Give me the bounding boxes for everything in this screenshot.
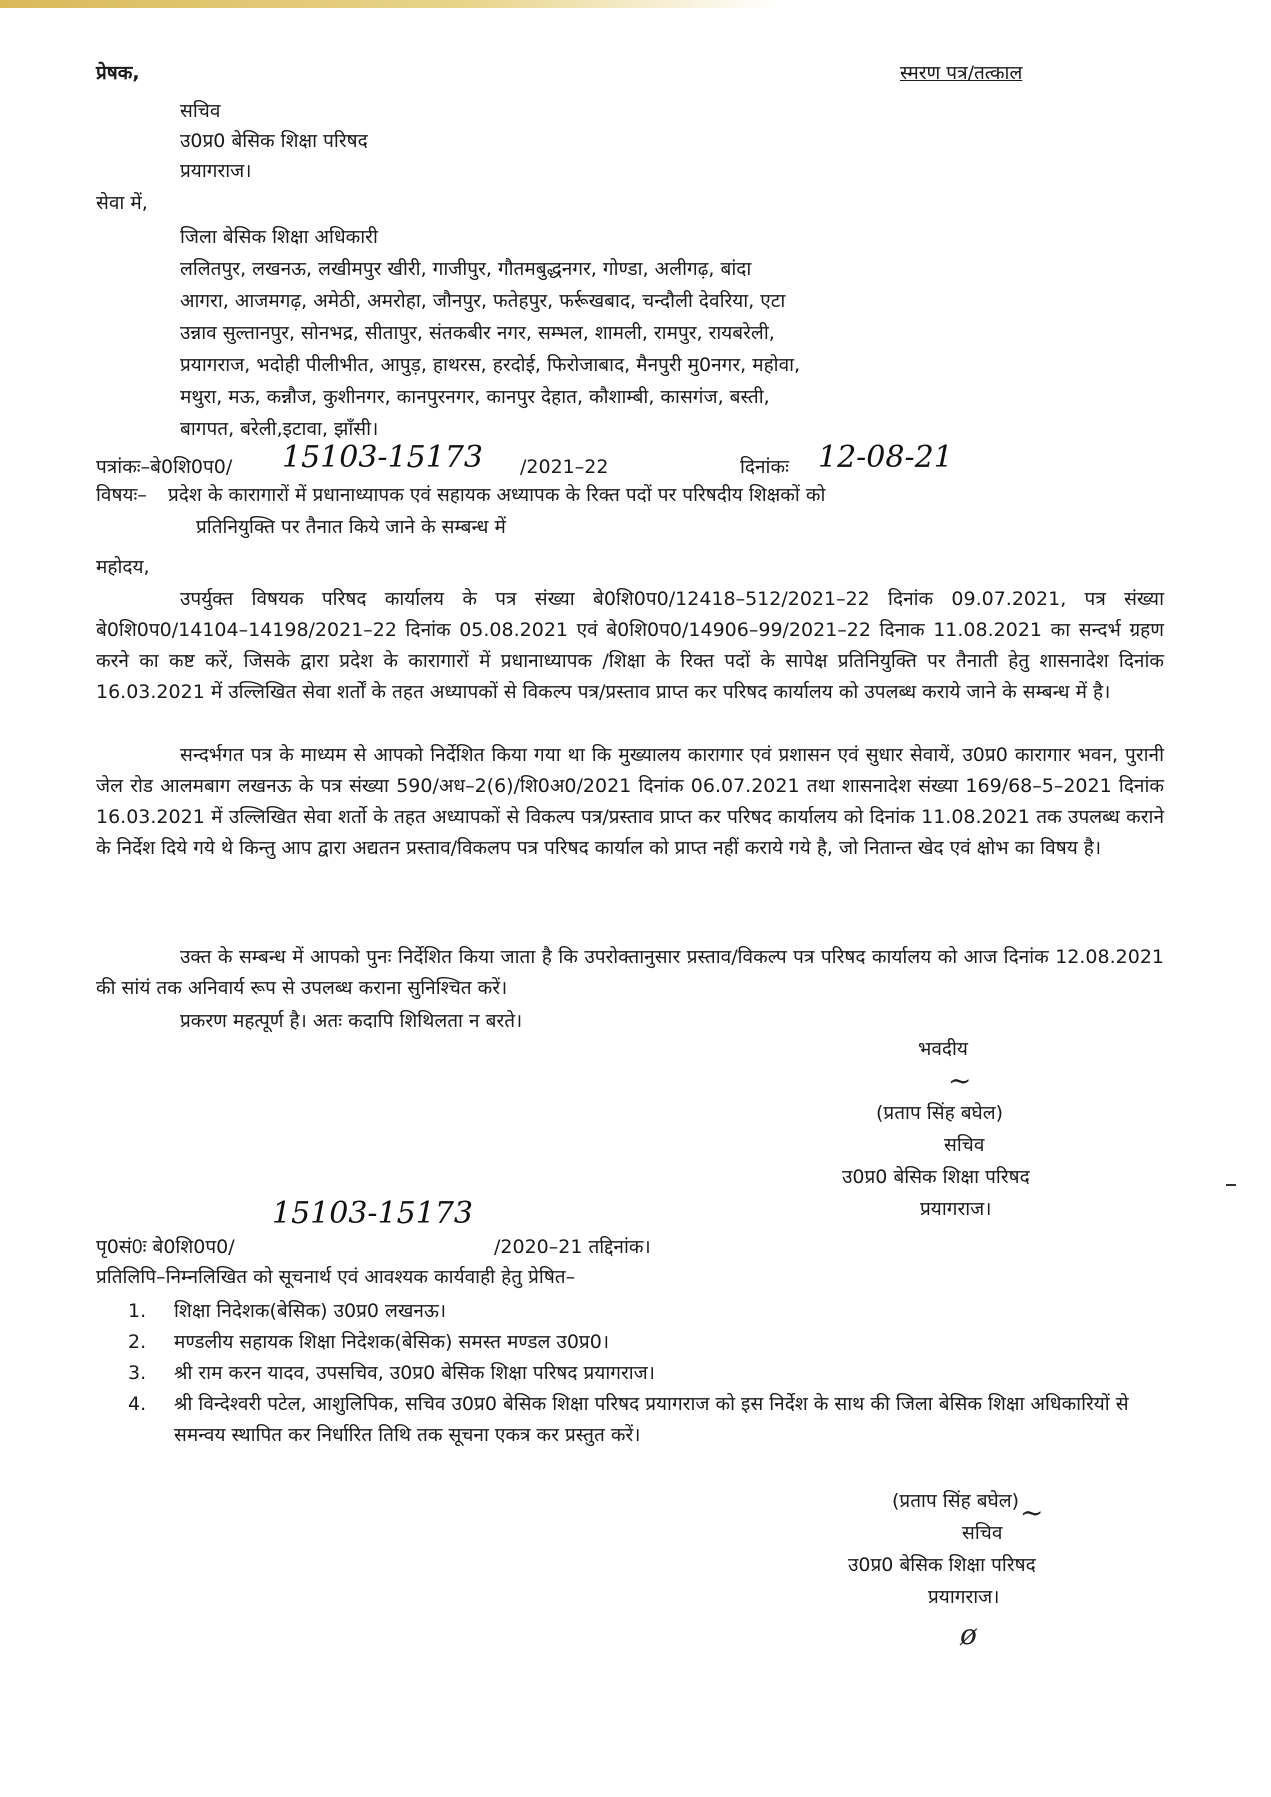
sender-label: प्रेषक, <box>96 62 140 84</box>
to-label: सेवा में, <box>96 192 148 214</box>
reminder-label: स्मरण पत्र/तत्काल <box>900 62 1023 84</box>
districts-line: ललितपुर, लखनऊ, लखीमपुर खीरी, गाजीपुर, गौतमबुद्धनगर, गोण्डा, अलीगढ़, बांदा <box>180 258 752 280</box>
signatory-designation: सचिव <box>944 1134 985 1156</box>
districts-line: प्रयागराज, भदोही पीलीभीत, आपुड़, हाथरस, हरदोई, फिरोजाबाद, मैनपुरी मु0नगर, महोवा, <box>180 354 801 376</box>
salutation: महोदय, <box>96 556 150 578</box>
copy-ref-label: पृ0सं0ः बे0शि0प0/ <box>96 1236 235 1258</box>
date-handwritten: 12-08-21 <box>818 440 953 475</box>
date-label: दिनांकः <box>740 456 789 478</box>
initials-mark: ø <box>960 1618 977 1651</box>
subject-label: विषयः– <box>96 484 147 506</box>
top-edge-strip <box>0 0 780 8</box>
body-paragraph: प्रकरण महत्पूर्ण है। अतः कदापि शिथिलता न बरते। <box>180 1010 523 1032</box>
ref-number-handwritten: 15103-15173 <box>282 440 484 475</box>
closing: भवदीय <box>918 1038 968 1060</box>
list-item-number: 1. <box>128 1300 147 1322</box>
list-item-number: 4. <box>128 1393 147 1415</box>
copy-list <box>128 1296 1178 1451</box>
copy-intro: प्रतिलिपि–निम्नलिखित को सूचनार्थ एवं आवश्यक कार्यवाही हेतु प्रेषित– <box>96 1266 576 1288</box>
list-item-number: 3. <box>128 1362 147 1384</box>
margin-mark <box>1226 1184 1236 1186</box>
districts-line: उन्नाव सुल्तानपुर, सोनभद्र, सीतापुर, संतकबीर नगर, सम्भल, शामली, रामपुर, रायबरेली, <box>180 322 775 344</box>
body-paragraph: सन्दर्भगत पत्र के माध्यम से आपको निर्देशित किया गया था कि मुख्यालय कारागार एवं प्रशासन एवं सुधार सेवायें, उ0प्र0 कारागार भवन, पुरानी जेल रोड आलमबाग लखनऊ के पत्र संख्या 590/अध–2(6)/शि0अ0/2021 दिनांक 06.07.2021 तथा शासनादेश संख्या 169/68–5–2021 दिनांक 16.03.2021 में उल्लिखित सेवा शर्तो के तहत अध्यापकों से विकल्प पत्र/प्रस्ताव प्राप्त कर परिषद कार्यालय को दिनांक 11.08.2021 तक उपलब्ध कराने के निर्देश दिये गये थे किन्तु आप द्वारा अद्यतन प्रस्ताव/विकलप पत्र परिषद कार्याल को प्राप्त नहीं कराये गये है, जो नितान्त खेद एवं क्षोभ का विषय है। <box>96 744 1164 859</box>
sender-line: प्रयागराज। <box>180 160 252 182</box>
subject-line: प्रतिनियुक्ति पर तैनात किये जाने के सम्बन्ध में <box>196 516 506 538</box>
list-item-text: मण्डलीय सहायक शिक्षा निदेशक(बेसिक) समस्त मण्डल उ0प्र0। <box>174 1331 610 1353</box>
body-paragraph: उक्त के सम्बन्ध में आपको पुनः निर्देशित किया जाता है कि उपरोक्तानुसार प्रस्ताव/विकल्प पत्र परिषद कार्यालय को आज दिनांक 12.08.2021 की सांयं तक अनिवार्य रूप से उपलब्ध कराना सुनिश्चित करें। <box>96 946 1164 999</box>
districts-line: बागपत, बरेली,इटावा, झाँसी। <box>180 418 379 440</box>
signatory-office: उ0प्र0 बेसिक शिक्षा परिषद <box>842 1166 1030 1188</box>
list-item <box>128 1327 1178 1358</box>
signatory-office: उ0प्र0 बेसिक शिक्षा परिषद <box>848 1554 1036 1576</box>
list-item <box>128 1296 1178 1327</box>
list-item-text: श्री विन्देश्वरी पटेल, आशुलिपिक, सचिव उ0प्र0 बेसिक शिक्षा परिषद प्रयागराज को इस निर्देश के साथ की जिला बेसिक शिक्षा अधिकारियों से समन्वय स्थापित कर निर्धारित तिथि तक सूचना एकत्र कर प्रस्तुत करें। <box>174 1393 1129 1446</box>
signatory-designation: सचिव <box>962 1522 1003 1544</box>
list-item <box>128 1389 1178 1451</box>
recipient-title: जिला बेसिक शिक्षा अधिकारी <box>180 226 378 248</box>
list-item-text: श्री राम करन यादव, उपसचिव, उ0प्र0 बेसिक शिक्षा परिषद प्रयागराज। <box>174 1362 655 1384</box>
list-item-text: शिक्षा निदेशक(बेसिक) उ0प्र0 लखनऊ। <box>174 1300 447 1322</box>
copy-ref-year: /2020–21 तद्दिनांक। <box>494 1236 651 1258</box>
body-paragraph: उपर्युक्त विषयक परिषद कार्यालय के पत्र संख्या बे0शि0प0/12418–512/2021–22 दिनांक 09.07.2021, पत्र संख्या बे0शि0प0/14104–14198/2021–22 दिनांक 05.08.2021 एवं बे0शि0प0/14906–99/2021–22 दिनाक 11.08.2021 का सन्दर्भ ग्रहण करने का कष्ट करें, जिसके द्वारा प्रदेश के कारागारों में प्रधानाध्यापक /शिक्षा के रिक्त पदों के सापेक्ष प्रतिनियुक्ति पर तैनाती हेतु शासनादेश दिनांक 16.03.2021 में उल्लिखित सेवा शर्तों के तहत अध्यापकों से विकल्प पत्र/प्रस्ताव प्राप्त कर परिषद कार्यालय को उपलब्ध कराये जाने के सम्बन्ध में है। <box>96 588 1164 703</box>
sender-line: सचिव <box>180 100 221 122</box>
copy-ref-number-handwritten: 15103-15173 <box>272 1196 474 1231</box>
signatory-name: (प्रताप सिंह बघेल) <box>892 1490 1020 1512</box>
subject-line: प्रदेश के कारागारों में प्रधानाध्यापक एवं सहायक अध्यापक के रिक्त पदों पर परिषदीय शिक्षकों को <box>168 484 826 506</box>
signature-scribble: ~ <box>948 1064 972 1097</box>
list-item <box>128 1358 1178 1389</box>
districts-line: आगरा, आजमगढ़, अमेठी, अमरोहा, जौनपुर, फतेहपुर, फर्रूखबाद, चन्दौली देवरिया, एटा <box>180 290 786 312</box>
list-item-number: 2. <box>128 1331 147 1353</box>
signatory-name: (प्रताप सिंह बघेल) <box>876 1102 1004 1124</box>
signatory-city: प्रयागराज। <box>920 1198 992 1220</box>
sender-line: उ0प्र0 बेसिक शिक्षा परिषद <box>180 130 368 152</box>
signature-scribble: ~ <box>1020 1496 1044 1529</box>
signatory-city: प्रयागराज। <box>928 1586 1000 1608</box>
ref-year: /2021–22 <box>520 456 609 478</box>
districts-line: मथुरा, मऊ, कन्नौज, कुशीनगर, कानपुरनगर, कानपुर देहात, कौशाम्बी, कासगंज, बस्ती, <box>180 386 770 408</box>
ref-label: पत्रांकः–बे0शि0प0/ <box>96 456 233 478</box>
